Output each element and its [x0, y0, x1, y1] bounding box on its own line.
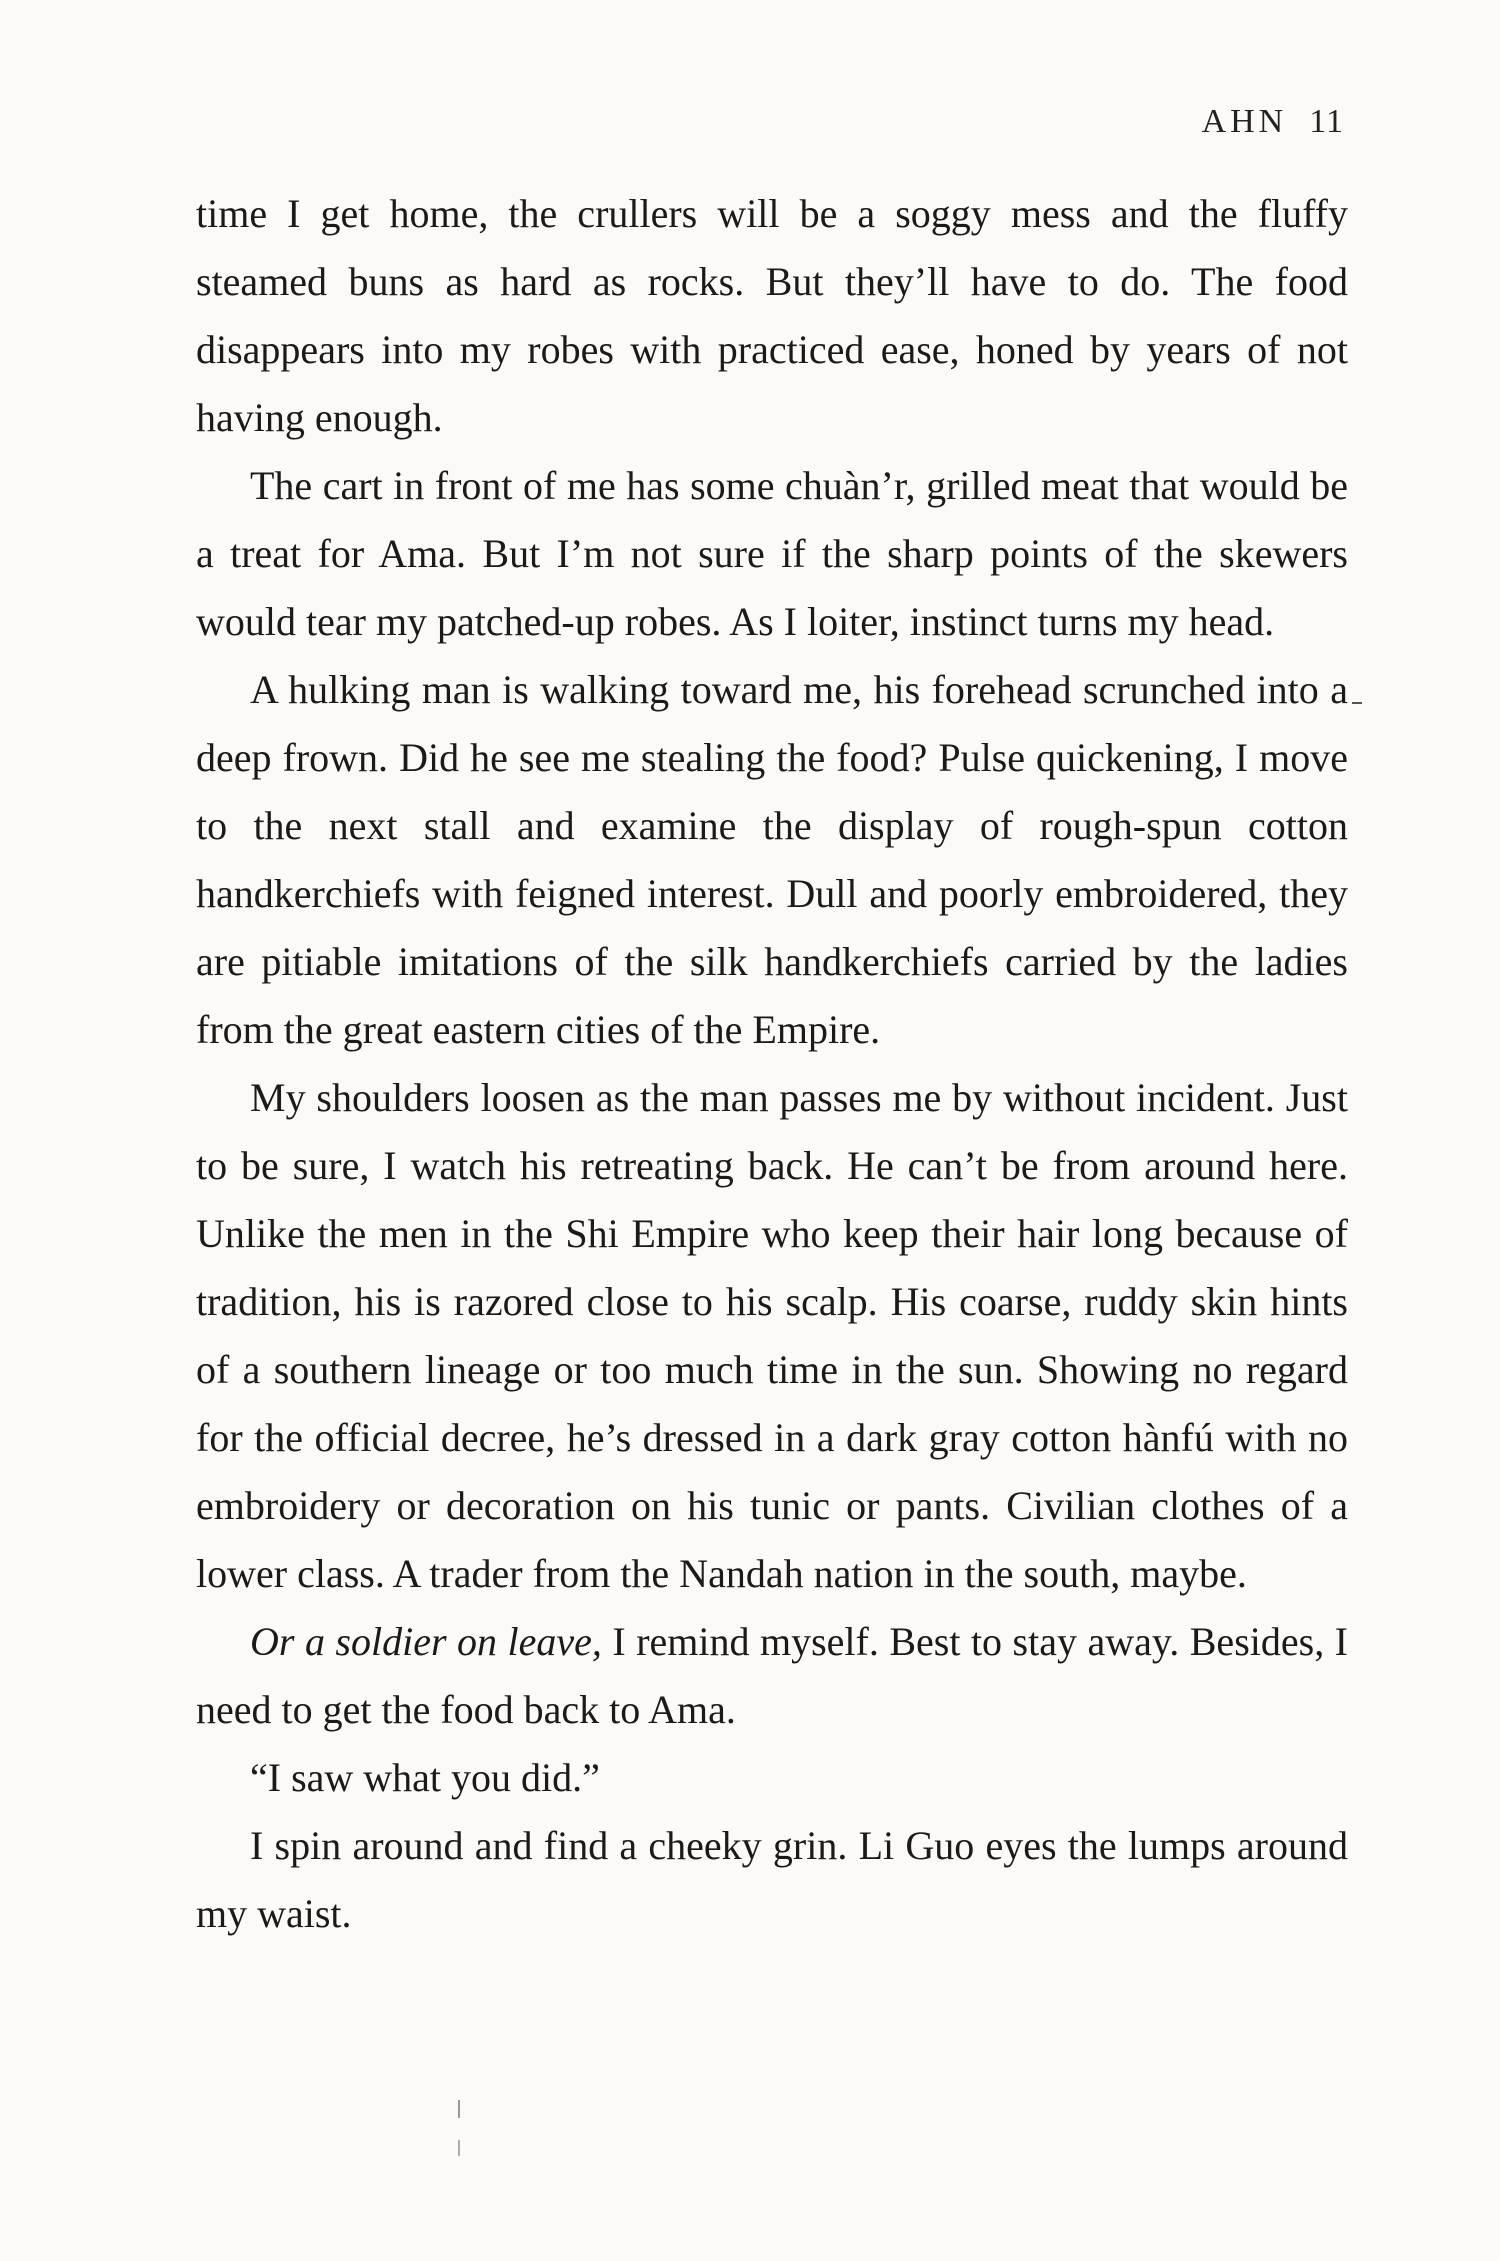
scan-line-mark-2	[458, 2140, 460, 2156]
running-head	[1202, 103, 1344, 141]
paragraph-1: time I get home, the crullers will be a soggy mess and the fluffy steamed buns as hard as rocks. But they’ll have to do. The food disappears into my robes with practiced ease, honed by years of not having enough.	[196, 191, 1348, 440]
paragraph-5-text: I remind myself. Best to stay away. Besides, I need to get the food back to Ama.	[196, 1619, 1348, 1732]
italic-phrase: Or a soldier on leave,	[250, 1619, 602, 1664]
paragraph-5	[196, 1608, 1348, 1744]
scan-dash-mark	[1352, 702, 1362, 704]
page-number: 11	[1309, 103, 1344, 140]
body-text	[196, 180, 1348, 1948]
scan-line-mark	[458, 2100, 460, 2118]
paragraph-6: “I saw what you did.”	[250, 1755, 600, 1800]
paragraph-3: A hulking man is walking toward me, his forehead scrunched into a deep frown. Did he see me stealing the food? Pulse quickening, I move to the next stall and examine the display of rough-spun cotton handkerchiefs with feigned interest. Dull and poorly embroidered, they are pitiable imitations of the silk handkerchiefs carried by the ladies from the great eastern cities of the Empire.	[196, 667, 1348, 1052]
paragraph-4: My shoulders loosen as the man passes me by without incident. Just to be sure, I watch his retreating back. He can’t be from around here. Unlike the men in the Shi Empire who keep their hair long because of tradition, his is razored close to his scalp. His coarse, ruddy skin hints of a southern lineage or too much time in the sun. Showing no regard for the official decree, he’s dressed in a dark gray cotton hànfú with no embroidery or decoration on his tunic or pants. Civilian clothes of a lower class. A trader from the Nandah nation in the south, maybe.	[196, 1075, 1348, 1596]
paragraph-7: I spin around and find a cheeky grin. Li Guo eyes the lumps around my waist.	[196, 1823, 1348, 1936]
running-title: AHN	[1201, 103, 1288, 140]
paragraph-2: The cart in front of me has some chuàn’r, grilled meat that would be a treat for Ama. But I’m not sure if the sharp points of the skewers would tear my patched-up robes. As I loiter, instinct turns my head.	[196, 463, 1348, 644]
